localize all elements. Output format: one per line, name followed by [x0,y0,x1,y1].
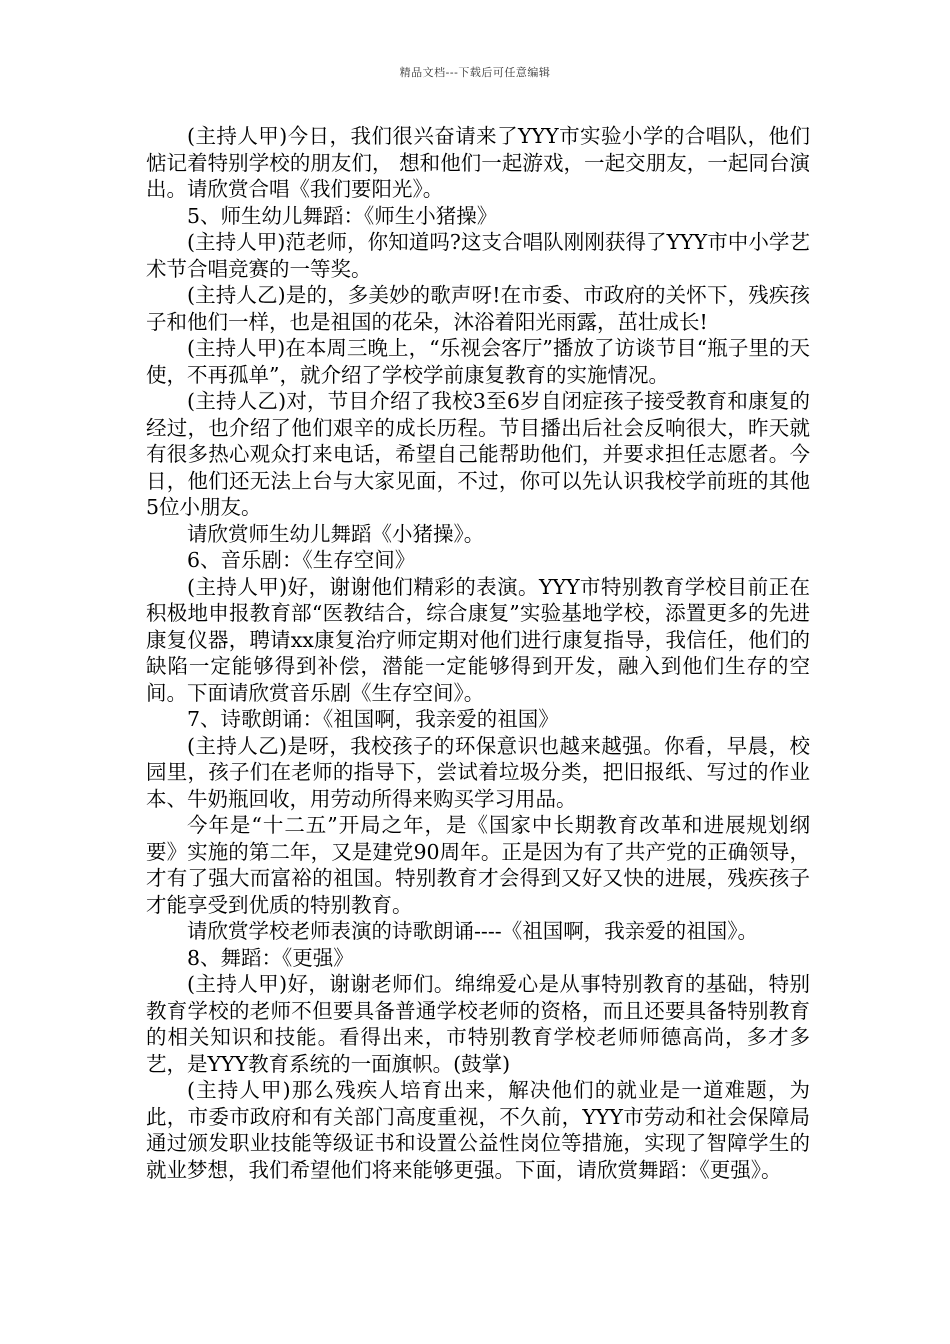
program-item-6-heading: 6、音乐剧：《生存空间》 [187,548,416,572]
page-header: 精品文档---下载后可任意编辑 [399,66,551,79]
document-body [146,123,810,1183]
paragraph-host-a-tv-program: (主持人甲)在本周三晚上，“乐视会客厅”播放了访谈节目“瓶子里的天使，不再孤单”，就介绍了学校学前康复教育的实施情况。 [146,336,810,387]
paragraph-host-a-musical: (主持人甲)好，谢谢他们精彩的表演。YYY市特别教育学校目前正在积极地申报教育部“医教结合，综合康复”实验基地学校，添置更多的先进康复仪器，聘请xx康复治疗师定期对他们进行康复指导，我信任，他们的缺陷一定能够得到补偿，潜能一定能够得到开发，融入到他们生存的空间。下面请欣赏音乐剧《生存空间》。 [146,574,810,705]
paragraph-host-b-autism: (主持人乙)对，节目介绍了我校3至6岁自闭症孩子接受教育和康复的经过，也介绍了他们艰辛的成长历程。节目播出后社会反响很大，昨天就有很多热心观众打来电话，希望自己能帮助他们，并要求担任志愿者。今日，他们还无法上台与大家见面，不过，你可以先认识我校学前班的其他5位小朋友。 [146,389,810,519]
paragraph-five-year-plan: 今年是“十二五”开局之年，是《国家中长期教育改革和进展规划纲要》实施的第二年，又是建党90周年。正是因为有了共产党的正确领导，才有了强大而富裕的祖国。特别教育才会得到又好又快的进展，残疾孩子才能享受到优质的特别教育。 [146,813,810,917]
paragraph-invite-dance: 请欣赏师生幼儿舞蹈《小猪操》。 [187,521,485,546]
paragraph-host-b-singing: (主持人乙)是的，多美妙的歌声呀!在市委、市政府的关怀下，残疾孩子和他们一样，也是祖国的花朵，沐浴着阳光雨露，茁壮成长! [146,283,810,334]
paragraph-intro-chorus: (主持人甲)今日，我们很兴奋请来了YYY市实验小学的合唱队，他们惦记着特别学校的朋友们， 想和他们一起游戏，一起交朋友，一起同台演出。请欣赏合唱《我们要阳光》。 [146,124,810,201]
paragraph-invite-poem: 请欣赏学校老师表演的诗歌朗诵----《祖国啊，我亲爱的祖国》。 [187,919,758,943]
program-item-7-heading: 7、诗歌朗诵：《祖国啊，我亲爱的祖国》 [187,707,559,731]
paragraph-host-b-environment: (主持人乙)是呀，我校孩子的环保意识也越来越强。你看，早晨，校园里，孩子们在老师的指导下，尝试着垃圾分类，把旧报纸、写过的作业本、牛奶瓶回收，用劳动所得来购买学习用品。 [146,733,810,811]
paragraph-host-a-employment: (主持人甲)那么残疾人培育出来，解决他们的就业是一道难题，为此，市委市政府和有关部门高度重视，不久前，YYY市劳动和社会保障局通过颁发职业技能等级证书和设置公益性岗位等措施，实现了智障学生的就业梦想，我们希望他们将来能够更强。下面，请欣赏舞蹈：《更强》。 [146,1078,810,1182]
program-item-8-heading: 8、舞蹈：《更强》 [187,945,354,970]
paragraph-host-a-teachers: (主持人甲)好，谢谢老师们。绵绵爱心是从事特别教育的基础，特别教育学校的老师不但要具备普通学校老师的资格，而且还要具备特别教育的相关知识和技能。看得出来，市特别教育学校老师师德高尚，多才多艺，是YYY教育系统的一面旗帜。(鼓掌) [146,972,810,1076]
program-item-5-heading: 5、师生幼儿舞蹈：《师生小猪操》 [187,203,498,228]
paragraph-host-a-award: (主持人甲)范老师，你知道吗?这支合唱队刚刚获得了YYY市中小学艺术节合唱竞赛的一等奖。 [146,230,810,281]
